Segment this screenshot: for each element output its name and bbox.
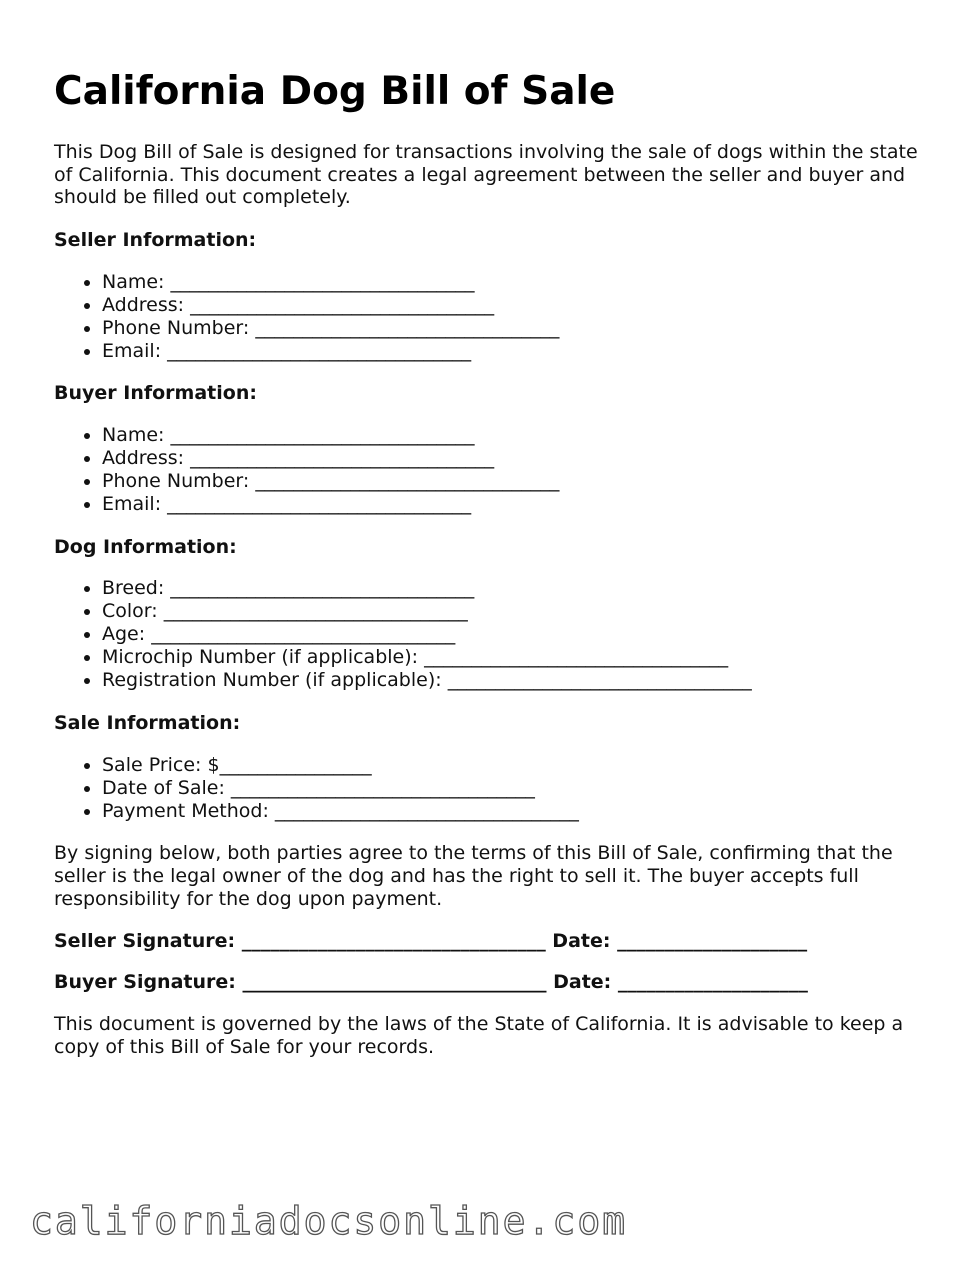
site-watermark: californiadocsonline.com <box>30 1199 628 1243</box>
buyer-signature-line: Buyer Signature: ________________________________ Date: ____________________ <box>54 971 808 994</box>
dog-color-field: • Color: ________________________________ <box>102 600 924 623</box>
dog-registration-field: • Registration Number (if applicable): ________________________________ <box>102 669 924 692</box>
seller-signature-line: Seller Signature: ________________________________ Date: ____________________ <box>54 929 808 952</box>
sale-price-field: • Sale Price: $________________ <box>102 754 924 777</box>
buyer-address-field: • Address: ________________________________ <box>102 447 924 470</box>
seller-email-field: • Email: ________________________________ <box>102 340 924 363</box>
sale-info-heading: Sale Information: <box>54 712 241 734</box>
seller-info-heading: Seller Information: <box>54 229 257 252</box>
sale-date-field: • Date of Sale: ________________________________ <box>102 777 924 800</box>
dog-info-list <box>54 577 924 692</box>
seller-phone-field: • Phone Number: ________________________________ <box>102 317 924 340</box>
seller-info-list <box>54 271 924 363</box>
buyer-info-heading: Buyer Information: <box>54 382 257 405</box>
payment-method-field: • Payment Method: ________________________________ <box>102 800 924 823</box>
intro-paragraph: This Dog Bill of Sale is designed for transactions involving the sale of dogs within the state of California. This document creates a legal agreement between the seller and buyer and should be filled out completely. <box>54 141 918 209</box>
seller-name-field: • Name: ________________________________ <box>102 271 924 294</box>
buyer-name-field: • Name: ________________________________ <box>102 424 924 447</box>
document-page <box>54 66 924 1058</box>
buyer-email-field: • Email: ________________________________ <box>102 493 924 516</box>
dog-age-field: • Age: ________________________________ <box>102 623 924 646</box>
agreement-paragraph: By signing below, both parties agree to the terms of this Bill of Sale, confirming that the seller is the legal owner of the dog and has the right to sell it. The buyer accepts full responsibility for the dog upon payment. <box>54 842 893 910</box>
dog-info-heading: Dog Information: <box>54 535 237 558</box>
buyer-info-list <box>54 424 924 516</box>
governing-law-note: This document is governed by the laws of the State of California. It is advisable to keep a copy of this Bill of Sale for your records. <box>54 1012 904 1058</box>
dog-breed-field: • Breed: ________________________________ <box>102 577 924 600</box>
sale-info-list <box>54 754 924 823</box>
page-title: California Dog Bill of Sale <box>54 69 616 114</box>
buyer-phone-field: • Phone Number: ________________________________ <box>102 470 924 493</box>
dog-microchip-field: • Microchip Number (if applicable): ________________________________ <box>102 646 924 669</box>
seller-address-field: • Address: ________________________________ <box>102 294 924 317</box>
